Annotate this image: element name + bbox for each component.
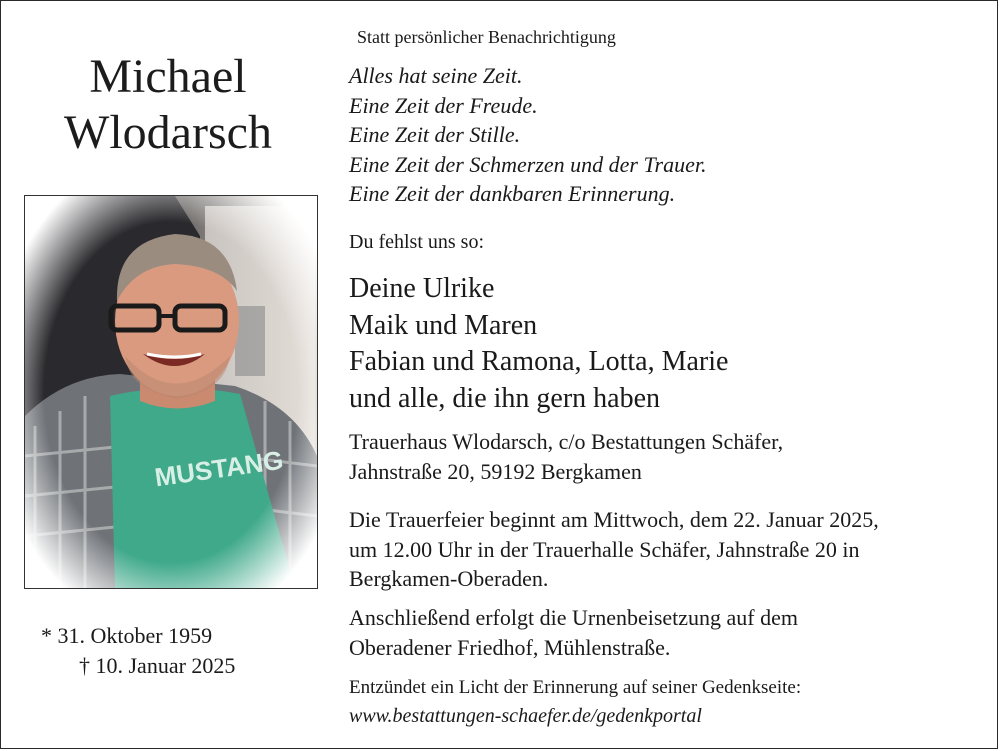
last-name: Wlodarsch xyxy=(64,106,272,159)
poem-line: Eine Zeit der Schmerzen und der Trauer. xyxy=(349,151,707,177)
address-line: Jahnstraße 20, 59192 Bergkamen xyxy=(349,459,642,484)
ceremony-line: um 12.00 Uhr in der Trauerhalle Schäfer, Jahnstraße 20 in xyxy=(349,536,860,562)
deceased-name xyxy=(21,49,315,161)
mourning-address xyxy=(349,427,783,487)
portrait-image xyxy=(25,196,317,588)
family-line: Deine Ulrike xyxy=(349,273,495,304)
burial-info xyxy=(349,603,798,662)
poem-line: Alles hat seine Zeit. xyxy=(349,63,523,88)
death-date: † 10. Januar 2025 xyxy=(79,653,236,678)
portrait-photo xyxy=(24,195,318,589)
poem-line: Eine Zeit der Freude. xyxy=(349,92,538,118)
memorial-link[interactable]: www.bestattungen-schaefer.de/gedenkportal xyxy=(349,705,702,727)
burial-line: Anschließend erfolgt die Urnenbeisetzung auf dem xyxy=(349,605,799,630)
memorial-note: Entzündet ein Licht der Erinnerung auf seiner Gedenkseite: xyxy=(349,677,802,698)
family-list xyxy=(349,271,728,417)
poem-line: Eine Zeit der dankbaren Erinnerung. xyxy=(349,181,676,206)
ceremony-line: Die Trauerfeier beginnt am Mittwoch, dem 22. Januar 2025, xyxy=(349,507,879,532)
family-line: Maik und Maren xyxy=(349,309,538,341)
miss-line: Du fehlst uns so: xyxy=(349,231,484,253)
burial-line: Oberadener Friedhof, Mühlenstraße. xyxy=(349,634,671,660)
intro-line: Statt persönlicher Benachrichtigung xyxy=(357,27,616,47)
first-name: Michael xyxy=(89,50,247,103)
family-line: Fabian und Ramona, Lotta, Marie xyxy=(349,346,729,377)
address-line: Trauerhaus Wlodarsch, c/o Bestattungen Schäfer, xyxy=(349,429,784,454)
life-dates xyxy=(41,621,301,681)
poem xyxy=(349,61,706,209)
ceremony-line: Bergkamen-Oberaden. xyxy=(349,566,549,591)
birth-date: * 31. Oktober 1959 xyxy=(41,623,213,648)
family-line: und alle, die ihn gern haben xyxy=(349,382,661,414)
poem-line: Eine Zeit der Stille. xyxy=(349,122,521,147)
ceremony-info xyxy=(349,505,879,594)
